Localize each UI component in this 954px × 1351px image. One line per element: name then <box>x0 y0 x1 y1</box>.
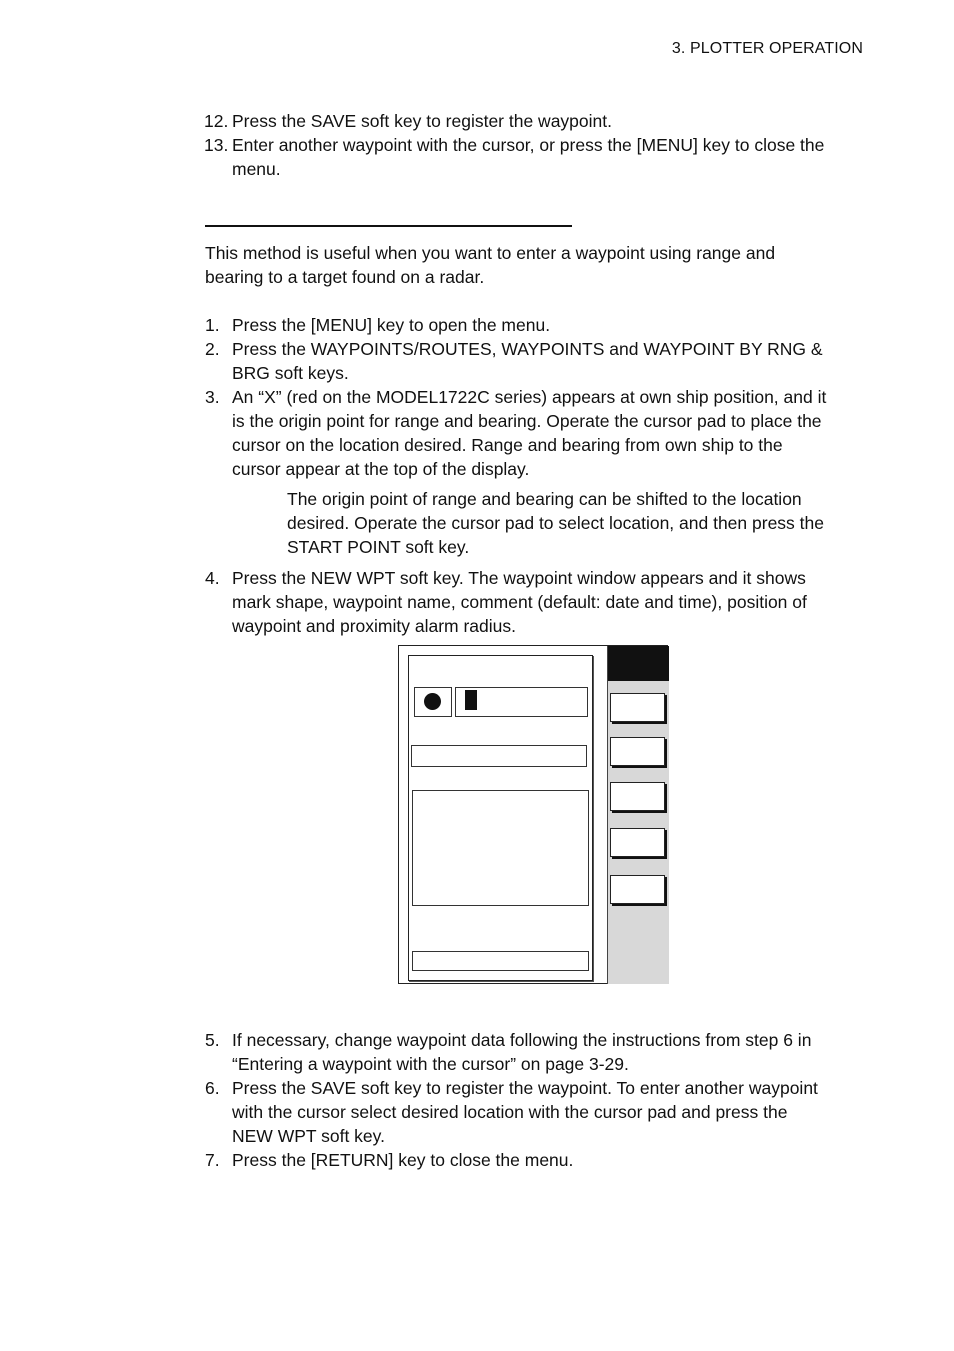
step-number: 2. <box>205 339 220 359</box>
step-line: Press the SAVE soft key to register the waypoint. To enter another waypoint <box>232 1078 818 1098</box>
step-line: BRG soft keys. <box>232 363 349 383</box>
mark-shape-field[interactable] <box>414 687 452 717</box>
section-heading-rule <box>205 225 572 227</box>
step-line: If necessary, change waypoint data following the instructions from step 6 in <box>232 1030 812 1050</box>
step-line: NEW WPT soft key. <box>232 1126 385 1146</box>
step-line: Press the SAVE soft key to register the waypoint. <box>232 111 612 131</box>
step-text <box>232 313 550 337</box>
step-number: 4. <box>205 568 220 588</box>
step-text <box>232 337 823 385</box>
step-number: 13. <box>204 135 229 155</box>
soft-key-1[interactable] <box>610 693 665 722</box>
step-text <box>232 385 826 481</box>
text-cursor-icon <box>465 690 477 710</box>
step-number: 1. <box>205 315 220 335</box>
soft-key-2[interactable] <box>610 737 665 766</box>
soft-key-header <box>608 646 669 681</box>
step-line: Press the NEW WPT soft key. The waypoint window appears and it shows <box>232 568 806 588</box>
soft-key-panel <box>607 646 669 984</box>
step-number: 6. <box>205 1078 220 1098</box>
step-line: An “X” (red on the MODEL1722C series) appears at own ship position, and it <box>232 387 827 407</box>
step-line: is the origin point for range and bearing. Operate the cursor pad to place the <box>232 411 822 431</box>
comment-field[interactable] <box>411 745 587 767</box>
step-text <box>232 133 824 181</box>
soft-key-4[interactable] <box>610 828 665 857</box>
waypoint-window-figure <box>398 645 668 984</box>
step-text <box>232 1148 573 1172</box>
step-line: cursor appear at the top of the display. <box>232 459 530 479</box>
note-line: The origin point of range and bearing can be shifted to the location <box>287 489 802 509</box>
step-number: 3. <box>205 387 220 407</box>
step-line: cursor on the location desired. Range and bearing from own ship to the <box>232 435 783 455</box>
intro-paragraph <box>205 241 775 289</box>
step-line: Press the WAYPOINTS/ROUTES, WAYPOINTS and WAYPOINT BY RNG & <box>232 339 823 359</box>
soft-key-3[interactable] <box>610 782 665 811</box>
note-line: START POINT soft key. <box>287 537 470 557</box>
step-number: 5. <box>205 1030 220 1050</box>
paragraph-line: bearing to a target found on a radar. <box>205 267 485 287</box>
step-line: Enter another waypoint with the cursor, or press the [MENU] key to close the <box>232 135 825 155</box>
position-field[interactable] <box>412 790 589 906</box>
note-line: desired. Operate the cursor pad to select location, and then press the <box>287 513 824 533</box>
step-line: Press the [RETURN] key to close the menu. <box>232 1150 574 1170</box>
step-number: 12. <box>204 111 229 131</box>
step-number: 7. <box>205 1150 220 1170</box>
step-text <box>232 109 612 133</box>
step-line: mark shape, waypoint name, comment (default: date and time), position of <box>232 592 807 612</box>
proximity-alarm-field[interactable] <box>412 951 589 971</box>
step-line: menu. <box>232 159 281 179</box>
circle-mark-icon <box>424 693 441 710</box>
waypoint-window <box>408 655 593 981</box>
step-text <box>232 1076 818 1148</box>
step-line: Press the [MENU] key to open the menu. <box>232 315 551 335</box>
step-line: waypoint and proximity alarm radius. <box>232 616 517 636</box>
step-text <box>232 566 807 638</box>
soft-key-5[interactable] <box>610 875 665 904</box>
waypoint-name-field[interactable] <box>455 687 588 717</box>
note-paragraph <box>287 487 824 559</box>
step-line: “Entering a waypoint with the cursor” on page 3-29. <box>232 1054 629 1074</box>
running-header: 3. PLOTTER OPERATION <box>671 40 863 57</box>
step-line: with the cursor select desired location with the cursor pad and press the <box>232 1102 788 1122</box>
step-text <box>232 1028 811 1076</box>
paragraph-line: This method is useful when you want to enter a waypoint using range and <box>205 243 776 263</box>
